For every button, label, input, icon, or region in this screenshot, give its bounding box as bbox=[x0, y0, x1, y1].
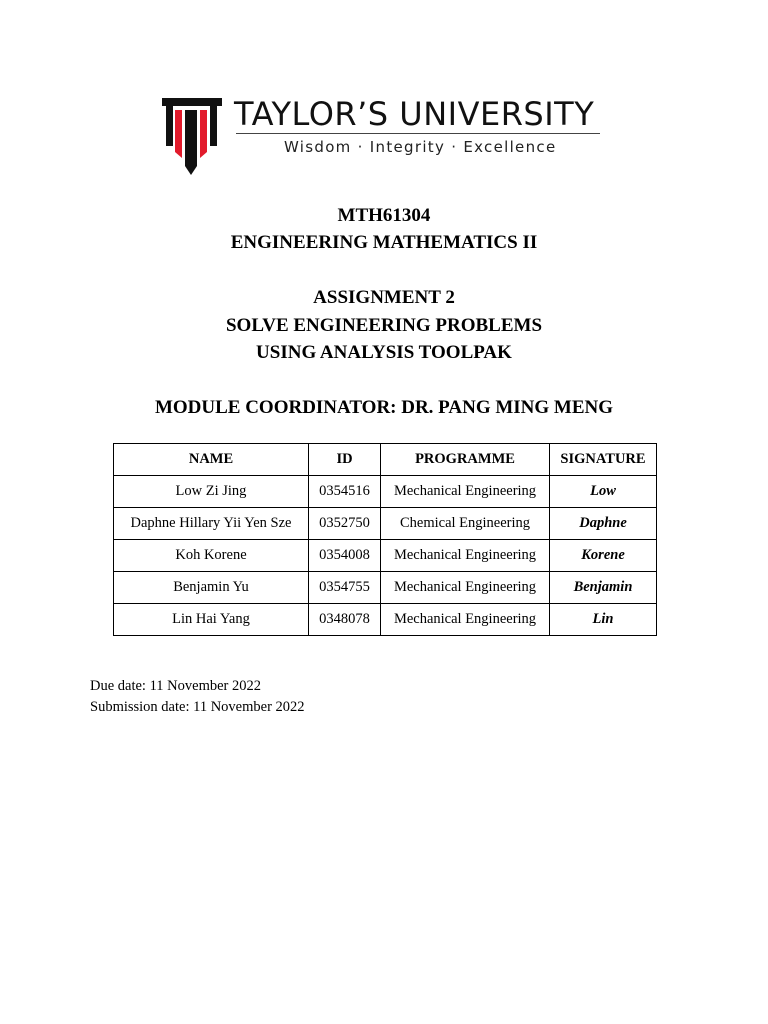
assignment-title: ASSIGNMENT 2 bbox=[313, 287, 455, 308]
assignment-subtitle-line-2: USING ANALYSIS TOOLPAK bbox=[256, 342, 512, 363]
member-programme: Mechanical Engineering bbox=[381, 540, 550, 572]
university-logo bbox=[160, 96, 610, 180]
member-programme: Mechanical Engineering bbox=[381, 476, 550, 508]
submission-date: Submission date: 11 November 2022 bbox=[90, 699, 305, 715]
table-row bbox=[114, 540, 657, 572]
table-header-row bbox=[114, 444, 657, 476]
course-name: ENGINEERING MATHEMATICS II bbox=[230, 232, 538, 253]
member-name: Lin Hai Yang bbox=[114, 604, 309, 636]
member-name: Daphne Hillary Yii Yen Sze bbox=[114, 508, 309, 540]
member-name: Low Zi Jing bbox=[114, 476, 309, 508]
member-id: 0352750 bbox=[309, 508, 381, 540]
course-code: MTH61304 bbox=[337, 205, 431, 226]
member-programme: Mechanical Engineering bbox=[381, 604, 550, 636]
member-programme: Chemical Engineering bbox=[381, 508, 550, 540]
header-id: ID bbox=[309, 444, 381, 476]
due-date: Due date: 11 November 2022 bbox=[90, 678, 261, 694]
member-id: 0348078 bbox=[309, 604, 381, 636]
member-signature: Korene bbox=[550, 540, 657, 572]
header-name: NAME bbox=[114, 444, 309, 476]
header-signature: SIGNATURE bbox=[550, 444, 657, 476]
table-row bbox=[114, 572, 657, 604]
header-programme: PROGRAMME bbox=[381, 444, 550, 476]
member-id: 0354755 bbox=[309, 572, 381, 604]
member-programme: Mechanical Engineering bbox=[381, 572, 550, 604]
member-signature: Low bbox=[550, 476, 657, 508]
member-signature: Benjamin bbox=[550, 572, 657, 604]
assignment-subtitle-line-1: SOLVE ENGINEERING PROBLEMS bbox=[225, 315, 543, 336]
member-name: Benjamin Yu bbox=[114, 572, 309, 604]
table-row bbox=[114, 476, 657, 508]
table-row bbox=[114, 604, 657, 636]
member-signature: Lin bbox=[550, 604, 657, 636]
member-name: Koh Korene bbox=[114, 540, 309, 572]
logo-tagline: Wisdom · Integrity · Excellence bbox=[284, 138, 557, 156]
member-id: 0354516 bbox=[309, 476, 381, 508]
member-signature: Daphne bbox=[550, 508, 657, 540]
logo-divider bbox=[236, 133, 600, 134]
member-id: 0354008 bbox=[309, 540, 381, 572]
member-table bbox=[113, 443, 657, 636]
crest-icon bbox=[160, 96, 226, 178]
module-coordinator: MODULE COORDINATOR: DR. PANG MING MENG bbox=[154, 397, 614, 418]
table-row bbox=[114, 508, 657, 540]
logo-wordmark: TAYLOR’S UNIVERSITY bbox=[234, 95, 595, 133]
